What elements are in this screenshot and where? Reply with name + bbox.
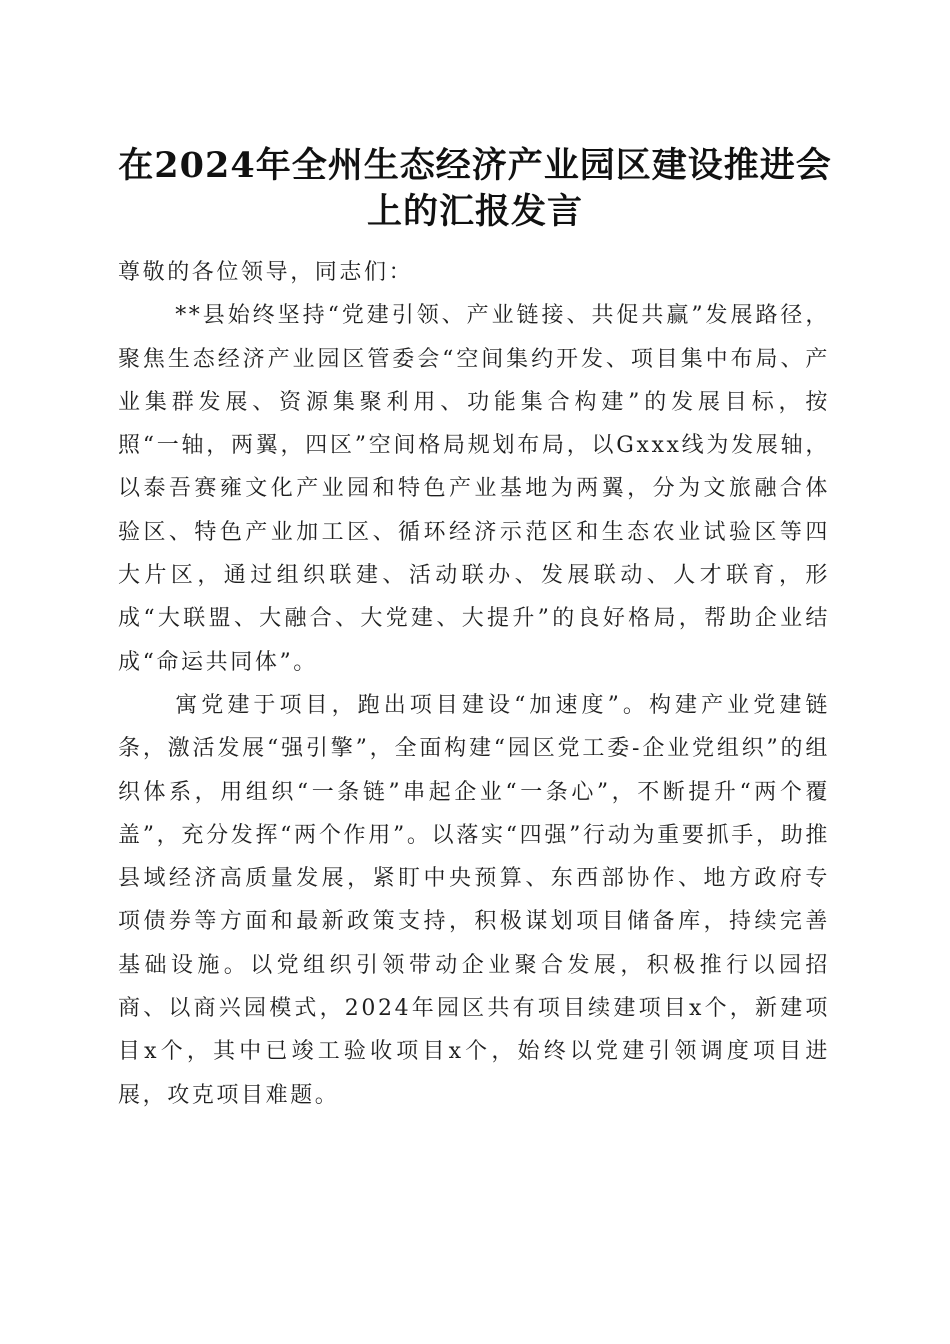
document-title-line-1: 在2024年全州生态经济产业园区建设推进会 bbox=[118, 145, 832, 186]
document-body bbox=[118, 251, 830, 1117]
salutation: 尊敬的各位领导，同志们： bbox=[118, 260, 414, 285]
paragraph-2: 寓党建于项目，跑出项目建设“加速度”。构建产业党建链条，激活发展“强引擎”，全面构建“园区党工委-企业党组织”的组织体系，用组织“一条链”串起企业“一条心”，不断提升“两个覆盖”，充分发挥“两个作用”。以落实“四强”行动为重要抓手，助推县域经济高质量发展，紧盯中央预算、东西部协作、地方政府专项债券等方面和最新政策支持，积极谋划项目储备库，持续完善基础设施。以党组织引领带动企业聚合发展，积极推行以园招商、以商兴园模式，2024年园区共有项目续建项目x个，新建项目x个，其中已竣工验收项目x个，始终以党建引领调度项目进展，攻克项目难题。 bbox=[118, 692, 830, 1108]
paragraph-1: **县始终坚持“党建引领、产业链接、共促共赢”发展路径，聚焦生态经济产业园区管委会“空间集约开发、项目集中布局、产业集群发展、资源集聚利用、功能集合构建”的发展目标，按照“一轴，两翼，四区”空间格局规划布局，以Gxxx线为发展轴，以泰吾赛雍文化产业园和特色产业基地为两翼，分为文旅融合体验区、特色产业加工区、循环经济示范区和生态农业试验区等四大片区，通过组织联建、活动联办、发展联动、人才联育，形成“大联盟、大融合、大党建、大提升”的良好格局，帮助企业结成“命运共同体”。 bbox=[118, 303, 830, 675]
document-title-line-2: 上的汇报发言 bbox=[366, 191, 583, 232]
